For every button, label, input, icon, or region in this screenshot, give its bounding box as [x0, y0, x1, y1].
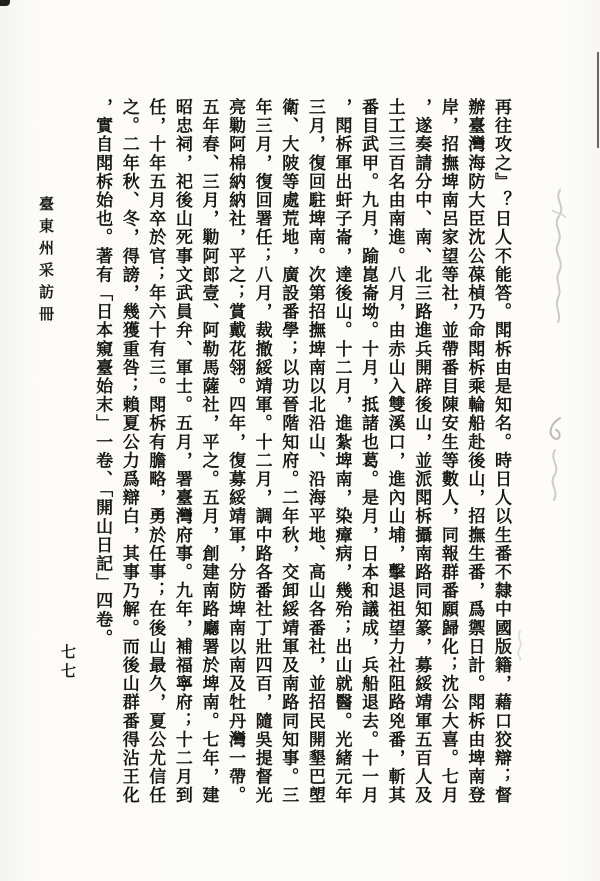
- main-text-block: [89, 98, 515, 814]
- text-column: 五年春、三月，勦阿郎壹、阿勒馬薩社，平之。五月，創建南路廳署於埤南。七年，建: [198, 98, 219, 805]
- scan-speck: [0, 0, 10, 6]
- text-column: 衛、大陂等處荒地，廣設番學；以功晉階知府。二年秋，交卸綏靖軍及南路同知事。三: [278, 98, 299, 805]
- book-title-sidebar: 臺東州采訪冊: [37, 196, 55, 328]
- text-column: ，實自閗柝始也。著有「日本窺臺始末」一卷、「開山日記」四卷。: [92, 98, 113, 648]
- page-number: 七七: [59, 644, 77, 682]
- text-column: 辦臺灣海防大臣沈公葆楨乃命閗柝乘輪船赴後山，招撫生番，爲禦日計。閗柝由埤南登: [464, 98, 485, 805]
- text-column: 年三月，復回署任；八月，裁撤綏靖軍。十二月，調中路各番社丁壯四百，隨吳提督光: [251, 98, 272, 805]
- scan-edge-line: [597, 52, 599, 148]
- text-column: 任，十年五月卒於官；年六十有三。閗柝有膽略，勇於任事；在後山最久，夏公尤信任: [145, 98, 166, 805]
- text-column: 之。二年秋、冬，得謗，幾獲重咎；賴夏公力爲辯白，其事乃解。而後山群番得沾王化: [118, 98, 139, 805]
- margin-scribble: [546, 186, 572, 326]
- text-column: ，遂奏請分中、南、北三路進兵開辟後山，並派閗柝攝南路同知篆，募綏靖軍五百人及: [411, 98, 432, 805]
- text-column: 岸，招撫埤南呂家望等社，並帶番目陳安生等數人，同報群番願歸化；沈公大喜。七月: [437, 98, 458, 805]
- margin-scribble: [542, 414, 570, 504]
- text-column: 昭忠祠，祀後山死事文武員弁、軍士。五月，署臺灣府事。九年，補福寧府；十二月到: [171, 98, 192, 805]
- text-column: 再往攻之』？日人不能答。閗柝由是知名。時日人以生番不隸中國版籍，藉口狡辯；督: [491, 98, 511, 805]
- text-column: 土工三百名由南進。八月，由赤山入雙溪口，進內山埔，擊退祖望力社阻路兇番，斬其: [384, 98, 405, 805]
- margin-scribble: [512, 628, 528, 662]
- text-column: 番目武甲。九月，踰崑崙坳。十月，抵諸也葛。是月，日本和議成，兵船退去。十一月: [358, 98, 379, 805]
- text-column: 亮勦阿棉納納社，平之；賞戴花翎。四年，復募綏靖軍，分防埤南以南及牡丹灣一帶。: [225, 98, 246, 805]
- text-column: 三月，復回駐埤南。次第招撫埤南以北沿山、沿海平地、高山各番社，並招民開墾巴塱: [304, 98, 325, 805]
- text-column: ，閗柝軍出虷子崙，達後山。十二月，進紮埤南，染瘴病，幾殆；出山就醫。光緒元年: [331, 98, 352, 805]
